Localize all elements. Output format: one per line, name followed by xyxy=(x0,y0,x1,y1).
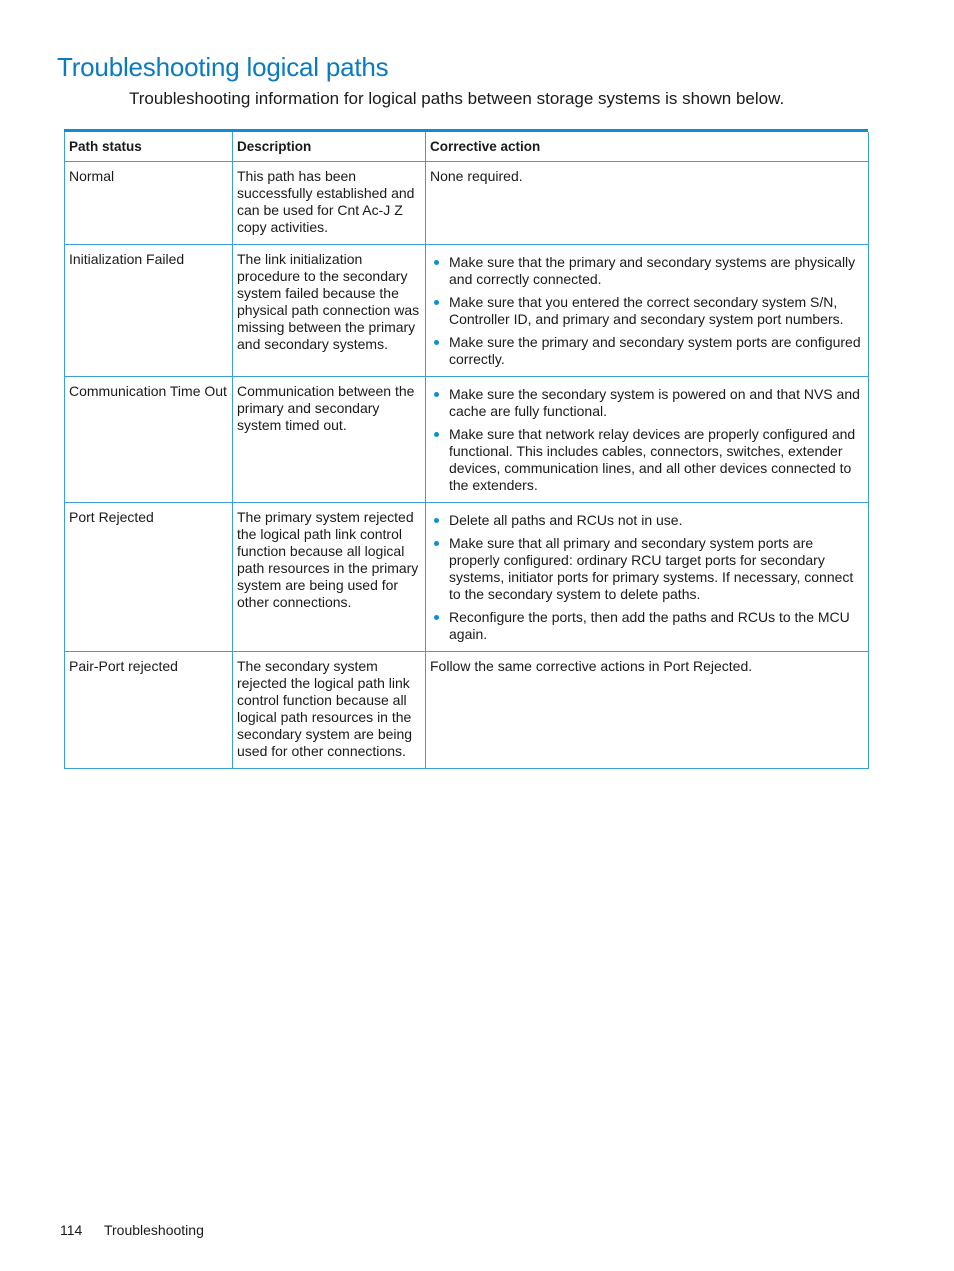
bullet-icon xyxy=(434,615,439,620)
action-list xyxy=(430,386,864,494)
troubleshooting-table xyxy=(64,129,868,769)
cell-description: Communication between the primary and secondary system timed out. xyxy=(233,377,426,503)
action-text: Make sure the secondary system is powered on and that NVS and cache are fully functional. xyxy=(449,386,860,419)
page-number: 114 xyxy=(60,1222,83,1238)
page-title: Troubleshooting logical paths xyxy=(57,52,389,82)
action-list xyxy=(430,254,864,368)
action-text: Make sure the primary and secondary system ports are configured correctly. xyxy=(449,334,861,367)
bullet-icon xyxy=(434,518,439,523)
action-text: Make sure that the primary and secondary systems are physically and correctly connected. xyxy=(449,254,856,287)
action-item xyxy=(430,535,864,603)
cell-path-status: Pair-Port rejected xyxy=(65,652,233,769)
cell-path-status: Initialization Failed xyxy=(65,245,233,377)
cell-description: The link initialization procedure to the secondary system failed because the physical path connection was missing between the primary and secondary systems. xyxy=(233,245,426,377)
table-body xyxy=(65,162,869,769)
page-footer xyxy=(60,1222,204,1238)
header-path-status: Path status xyxy=(65,132,233,162)
action-text: Delete all paths and RCUs not in use. xyxy=(449,512,683,528)
action-list xyxy=(430,512,864,643)
cell-path-status: Communication Time Out xyxy=(65,377,233,503)
cell-path-status: Port Rejected xyxy=(65,503,233,652)
cell-corrective-action xyxy=(426,652,869,769)
table-row xyxy=(65,245,869,377)
cell-corrective-action xyxy=(426,162,869,245)
footer-section-name: Troubleshooting xyxy=(103,1222,204,1238)
cell-corrective-action xyxy=(426,503,869,652)
bullet-icon xyxy=(434,300,439,305)
action-item xyxy=(430,609,864,643)
logical-paths-table xyxy=(64,132,869,769)
cell-path-status: Normal xyxy=(65,162,233,245)
cell-corrective-action xyxy=(426,245,869,377)
action-text: Follow the same corrective actions in Port Rejected. xyxy=(430,658,753,674)
bullet-icon xyxy=(434,260,439,265)
header-corrective-action: Corrective action xyxy=(426,132,869,162)
action-item xyxy=(430,334,864,368)
intro-paragraph: Troubleshooting information for logical paths between storage systems is shown below. xyxy=(129,89,785,108)
action-item xyxy=(430,254,864,288)
action-text: None required. xyxy=(430,168,523,184)
table-row xyxy=(65,162,869,245)
action-text: Reconfigure the ports, then add the paths and RCUs to the MCU again. xyxy=(449,609,850,642)
cell-description: The primary system rejected the logical path link control function because all logical path resources in the primary system are being used for other connections. xyxy=(233,503,426,652)
cell-description: The secondary system rejected the logical path link control function because all logical path resources in the secondary system are being used for other connections. xyxy=(233,652,426,769)
bullet-icon xyxy=(434,340,439,345)
table-row xyxy=(65,652,869,769)
action-text: Make sure that you entered the correct secondary system S/N, Controller ID, and primary and secondary system port numbers. xyxy=(449,294,844,327)
action-text: Make sure that all primary and secondary system ports are properly configured: ordinary RCU target ports for secondary systems, initiator ports for primary systems. If necessary, connect to the secondary system to delete paths. xyxy=(449,535,854,602)
cell-corrective-action xyxy=(426,377,869,503)
bullet-icon xyxy=(434,392,439,397)
action-item xyxy=(430,294,864,328)
action-item xyxy=(430,426,864,494)
bullet-icon xyxy=(434,541,439,546)
action-text: Make sure that network relay devices are properly configured and functional. This includes cables, connectors, switches, extender devices, communication lines, and all other devices connected to the extenders. xyxy=(449,426,856,493)
cell-description: This path has been successfully established and can be used for Cnt Ac-J Z copy activities. xyxy=(233,162,426,245)
header-description: Description xyxy=(233,132,426,162)
bullet-icon xyxy=(434,432,439,437)
table-row xyxy=(65,377,869,503)
action-item xyxy=(430,386,864,420)
table-row xyxy=(65,503,869,652)
action-item xyxy=(430,512,864,529)
table-header-row xyxy=(65,132,869,162)
